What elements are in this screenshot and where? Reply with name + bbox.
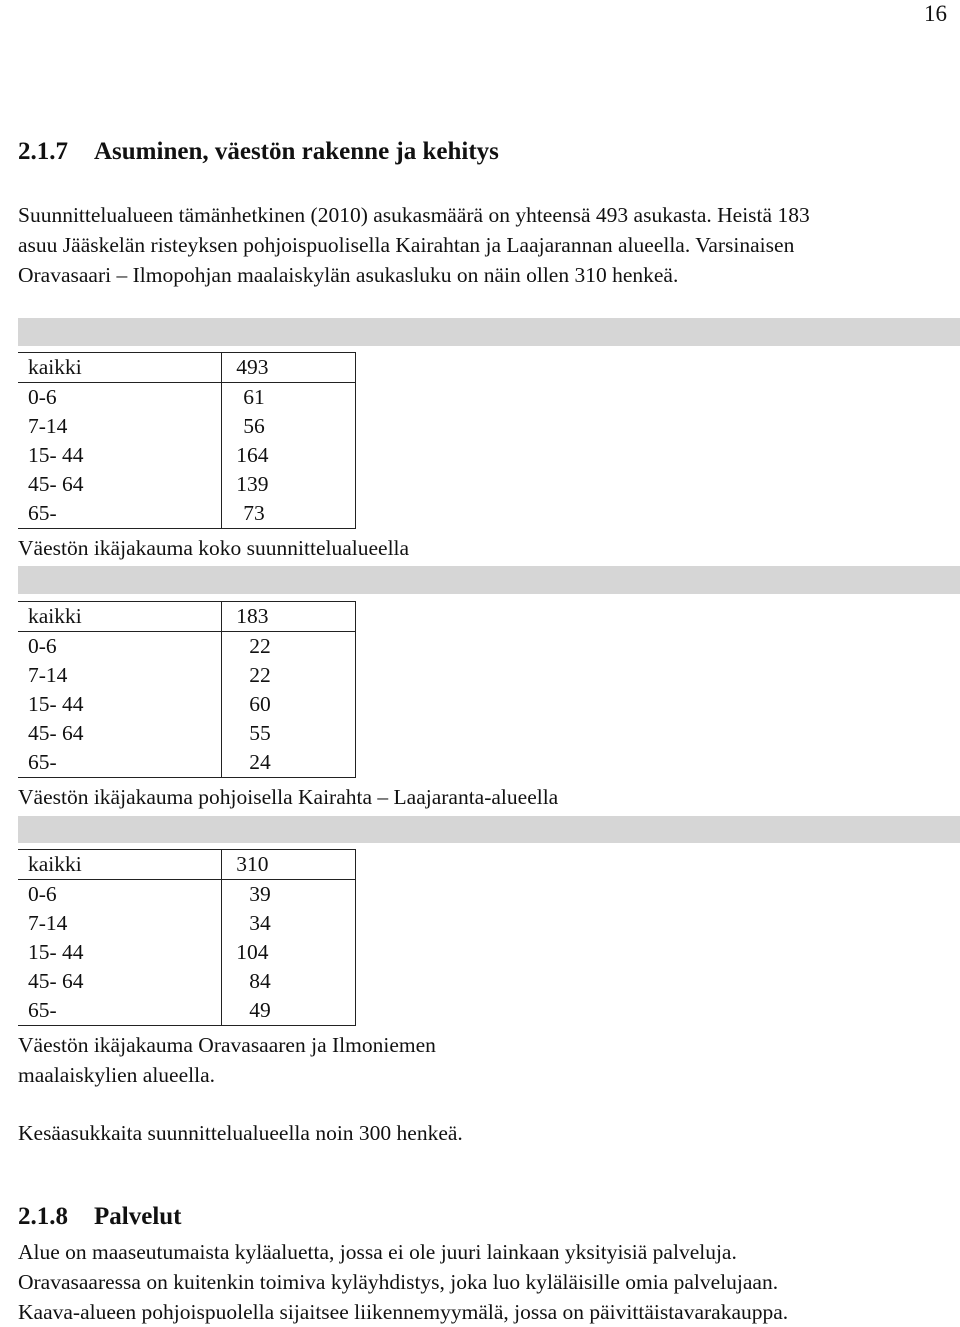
age-value: 60 xyxy=(222,690,356,719)
section-heading-palvelut xyxy=(18,1202,182,1232)
age-label: 65- xyxy=(18,748,222,778)
services-line: Oravasaaressa on kuitenkin toimiva kyläyhdistys, joka luo kyläläisille omia palvelujaan. xyxy=(18,1270,779,1294)
age-value: 73 xyxy=(222,499,356,529)
age-value: 39 xyxy=(222,880,356,910)
section-heading-asuminen xyxy=(18,137,499,167)
section-title: Asuminen, väestön rakenne ja kehitys xyxy=(94,138,499,165)
table-caption: Väestön ikäjakauma Oravasaaren ja Ilmoniemen xyxy=(18,1033,436,1057)
summer-residents-text: Kesäasukkaita suunnittelualueella noin 300 henkeä. xyxy=(18,1121,463,1145)
section-number: 2.1.8 xyxy=(18,1203,68,1230)
age-value: 164 xyxy=(222,441,356,470)
age-value: 34 xyxy=(222,909,356,938)
table-caption: Väestön ikäjakauma koko suunnittelualueella xyxy=(18,536,410,560)
age-value: 22 xyxy=(222,661,356,690)
age-label: 15- 44 xyxy=(18,690,222,719)
age-value: 24 xyxy=(222,748,356,778)
age-value: 183 xyxy=(222,602,356,632)
age-table-north xyxy=(18,601,356,778)
age-value: 22 xyxy=(222,632,356,662)
age-table-total xyxy=(18,352,356,529)
age-label: 45- 64 xyxy=(18,719,222,748)
age-label: kaikki xyxy=(18,850,222,880)
intro-line: Suunnittelualueen tämänhetkinen (2010) asukasmäärä on yhteensä 493 asukasta. Heistä 183 xyxy=(18,203,810,227)
age-label: kaikki xyxy=(18,602,222,632)
age-value: 84 xyxy=(222,967,356,996)
age-label: 0-6 xyxy=(18,632,222,662)
age-value: 55 xyxy=(222,719,356,748)
page-number: 16 xyxy=(924,1,947,26)
age-label: 7-14 xyxy=(18,661,222,690)
table-caption: Väestön ikäjakauma pohjoisella Kairahta – Laajaranta-alueella xyxy=(18,785,559,809)
services-line: Alue on maaseutumaista kyläaluetta, jossa ei ole juuri lainkaan yksityisiä palveluja. xyxy=(18,1240,737,1264)
age-value: 61 xyxy=(222,383,356,413)
services-line: Kaava-alueen pohjoispuolella sijaitsee liikennemyymälä, jossa on päivittäistavarakauppa. xyxy=(18,1300,789,1324)
age-label: 65- xyxy=(18,996,222,1026)
age-value: 49 xyxy=(222,996,356,1026)
age-value: 104 xyxy=(222,938,356,967)
age-label: 15- 44 xyxy=(18,938,222,967)
age-value: 493 xyxy=(222,353,356,383)
age-value: 139 xyxy=(222,470,356,499)
intro-line: Oravasaari – Ilmopohjan maalaiskylän asukasluku on näin ollen 310 henkeä. xyxy=(18,263,679,287)
age-label: 0-6 xyxy=(18,880,222,910)
table-caption-line2: maalaiskylien alueella. xyxy=(18,1063,215,1087)
age-label: 7-14 xyxy=(18,412,222,441)
age-label: 65- xyxy=(18,499,222,529)
age-label: 45- 64 xyxy=(18,967,222,996)
intro-paragraph xyxy=(18,200,810,290)
section-title: Palvelut xyxy=(94,1203,182,1230)
age-label: 15- 44 xyxy=(18,441,222,470)
age-label: 45- 64 xyxy=(18,470,222,499)
age-table-oravasaari xyxy=(18,849,356,1026)
age-value: 310 xyxy=(222,850,356,880)
services-paragraph xyxy=(18,1237,788,1327)
section-number: 2.1.7 xyxy=(18,138,68,165)
intro-line: asuu Jääskelän risteyksen pohjoispuolisella Kairahtan ja Laajarannan alueella. Varsinaisen xyxy=(18,233,795,257)
age-label: 0-6 xyxy=(18,383,222,413)
age-label: kaikki xyxy=(18,353,222,383)
age-value: 56 xyxy=(222,412,356,441)
age-label: 7-14 xyxy=(18,909,222,938)
